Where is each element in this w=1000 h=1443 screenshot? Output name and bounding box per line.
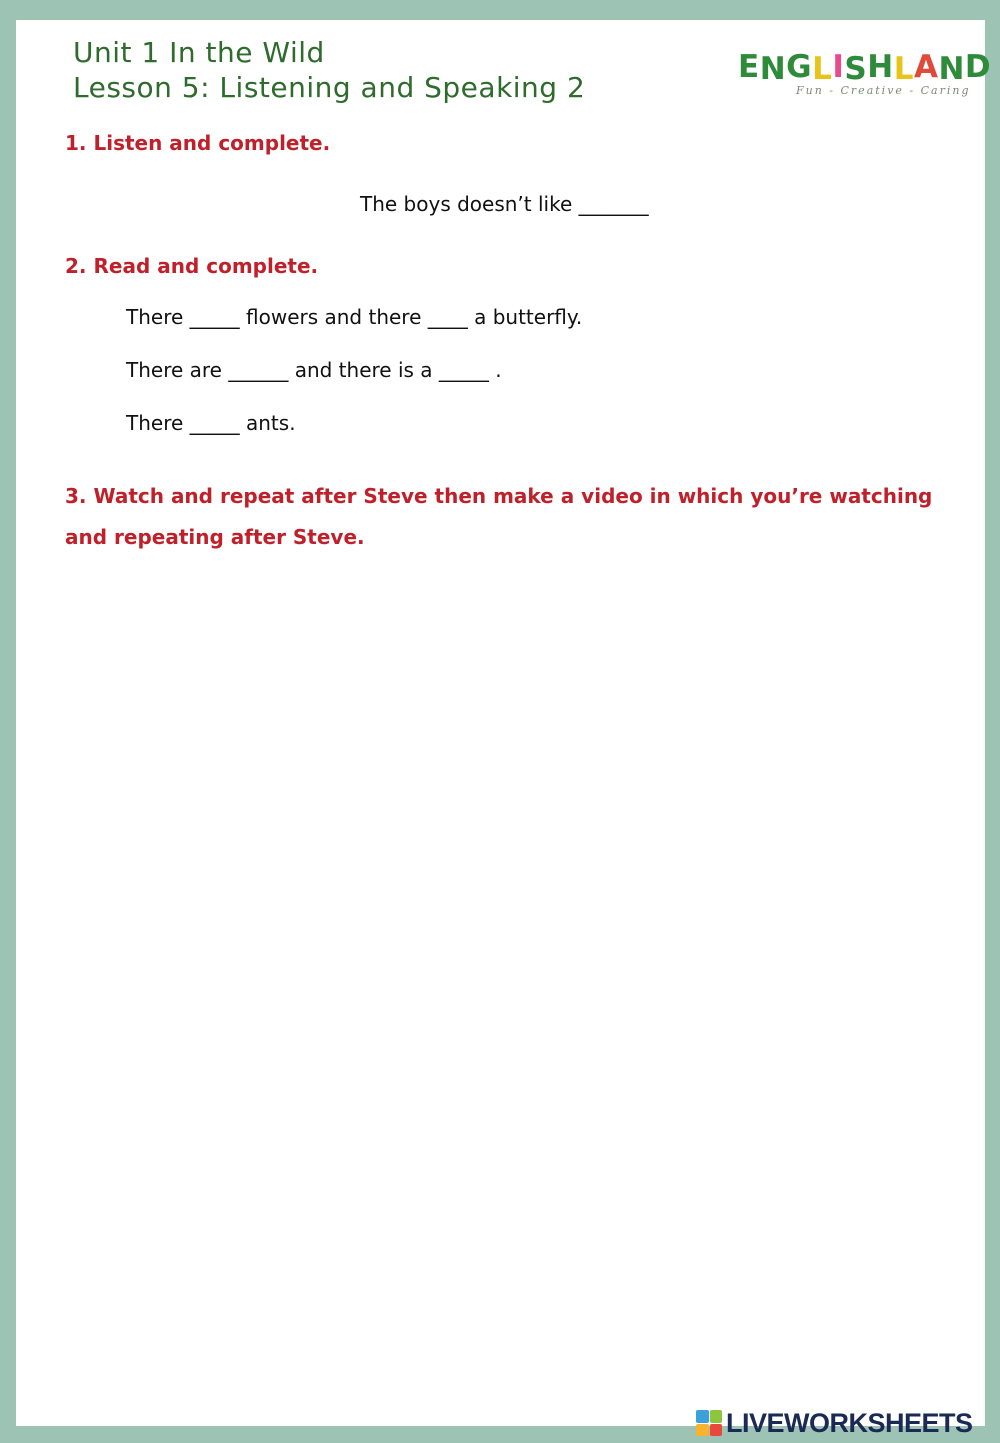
logo-letter: E — [738, 49, 760, 85]
exercise-2-sentence-1: There _____ flowers and there ____ a butterfly. — [126, 305, 583, 329]
lesson-title: Lesson 5: Listening and Speaking 2 — [73, 71, 586, 104]
logo-letter: N — [759, 51, 787, 87]
logo-letter: S — [844, 51, 868, 87]
logo-letter: D — [964, 49, 992, 85]
logo-letter: I — [832, 49, 845, 85]
brand-icon-tile — [696, 1410, 709, 1423]
logo-letter: L — [893, 51, 914, 87]
logo-wordmark — [738, 49, 992, 87]
exercise-1-heading: 1. Listen and complete. — [65, 131, 331, 155]
brand-icon-tile — [696, 1424, 709, 1437]
unit-title: Unit 1 In the Wild — [73, 36, 325, 69]
worksheet-page — [16, 20, 992, 1426]
logo-letter: G — [786, 49, 813, 85]
exercise-3-heading: 3. Watch and repeat after Steve then make a video in which you’re watching and repeating after Steve. — [65, 484, 933, 549]
logo-tagline: Fun - Creative - Caring — [796, 84, 971, 97]
exercise-2-sentence-2: There are ______ and there is a _____ . — [126, 358, 502, 382]
liveworksheets-wordmark: LIVEWORKSHEETS — [726, 1407, 973, 1438]
liveworksheets-brand[interactable] — [696, 1408, 973, 1438]
exercise-1-sentence: The boys doesn’t like _______ — [360, 192, 649, 216]
brand-icon-tile — [710, 1424, 723, 1437]
logo-letter: N — [938, 51, 965, 87]
liveworksheets-icon — [696, 1410, 722, 1436]
exercise-2-sentence-3: There _____ ants. — [126, 411, 296, 435]
brand-icon-tile — [710, 1410, 723, 1423]
exercise-2-heading: 2. Read and complete. — [65, 254, 319, 278]
logo-letter: A — [913, 49, 939, 85]
logo-letter: H — [867, 49, 894, 85]
logo-letter: L — [812, 51, 833, 87]
englishland-logo — [738, 49, 992, 110]
